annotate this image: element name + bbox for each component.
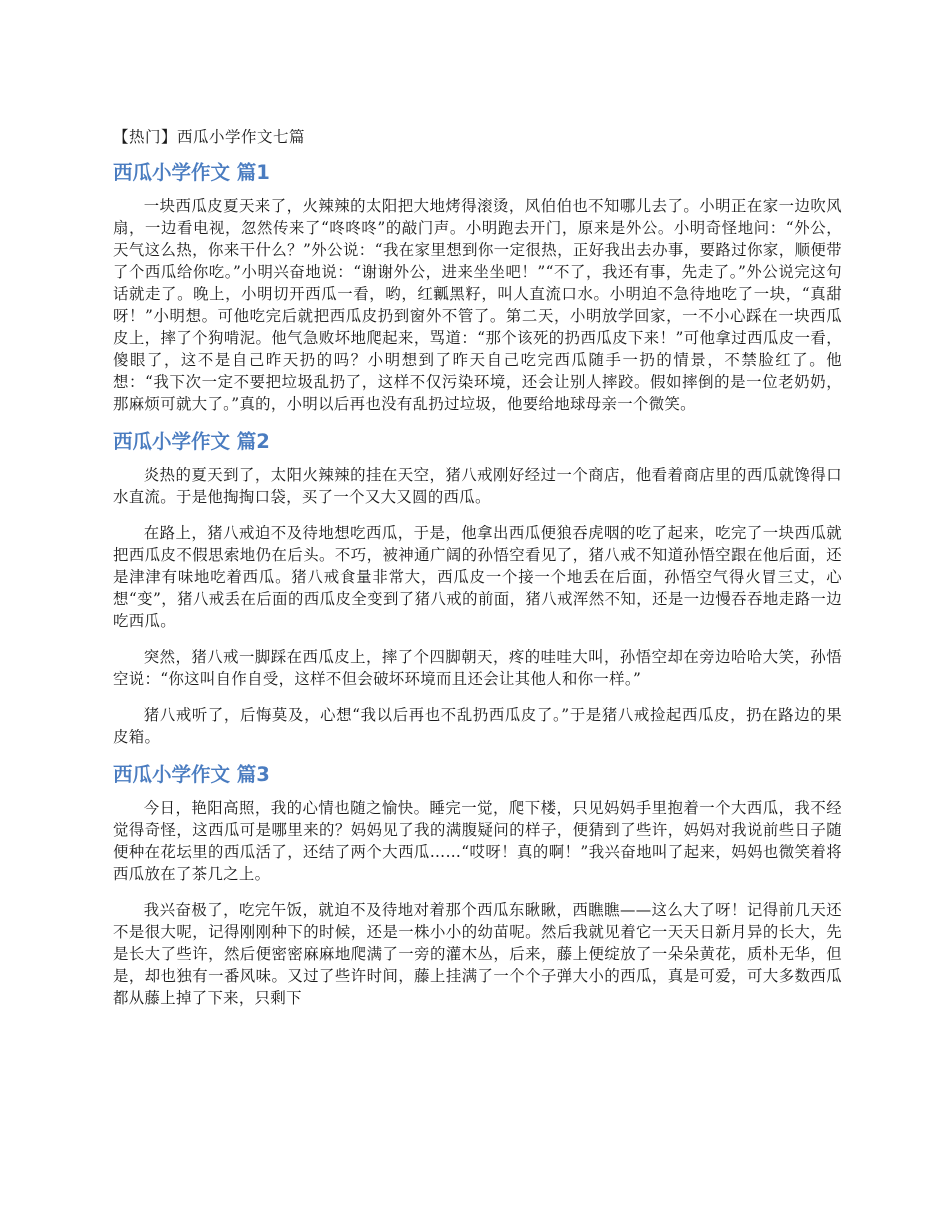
document-title: 【热门】西瓜小学作文七篇 <box>113 128 306 146</box>
essay-section-2 <box>113 429 842 748</box>
paragraph: 我兴奋极了，吃完午饭，就迫不及待地对着那个西瓜东瞅瞅，西瞧瞧——这么大了呀！记得前几天还不是很大呢，记得刚刚种下的时候，还是一株小小的幼苗呢。然后我就见着它一天天日新月异的长大，先是长大了些许，然后便密密麻麻地爬满了一旁的灌木丛，后来，藤上便绽放了一朵朵黄花，质朴无华，但是，却也独有一番风味。又过了些许时间，藤上挂满了一个个子弹大小的西瓜，真是可爱，可大多数西瓜都从藤上掉了下来，只剩下 <box>113 901 842 1007</box>
essay-section-1 <box>113 160 842 415</box>
section-heading: 西瓜小学作文 篇3 <box>113 763 270 786</box>
paragraph: 突然，猪八戒一脚踩在西瓜皮上，摔了个四脚朝天，疼的哇哇大叫，孙悟空却在旁边哈哈大笑，孙悟空说：“你这叫自作自受，这样不但会破坏环境而且还会让其他人和你一样。” <box>113 648 842 688</box>
essay-section-3 <box>113 762 842 1009</box>
paragraph: 在路上，猪八戒迫不及待地想吃西瓜，于是，他拿出西瓜便狼吞虎咽的吃了起来，吃完了一块西瓜就把西瓜皮不假思索地仍在后头。不巧，被神通广阔的孙悟空看见了，猪八戒不知道孙悟空跟在他后面，还是津津有味地吃着西瓜。猪八戒食量非常大，西瓜皮一个接一个地丢在后面，孙悟空气得火冒三丈，心想“变”，猪八戒丢在后面的西瓜皮全变到了猪八戒的前面，猪八戒浑然不知，还是一边慢吞吞地走路一边吃西瓜。 <box>113 524 842 630</box>
paragraph: 炎热的夏天到了，太阳火辣辣的挂在天空，猪八戒刚好经过一个商店，他看着商店里的西瓜就馋得口水直流。于是他掏掏口袋，买了一个又大又圆的西瓜。 <box>113 466 842 506</box>
paragraph: 一块西瓜皮夏天来了，火辣辣的太阳把大地烤得滚烫，风伯伯也不知哪儿去了。小明正在家一边吹风扇，一边看电视，忽然传来了“咚咚咚”的敲门声。小明跑去开门，原来是外公。小明奇怪地问：“外公，天气这么热，你来干什么？”外公说：“我在家里想到你一定很热，正好我出去办事，要路过你家，顺便带了个西瓜给你吃。”小明兴奋地说：“谢谢外公，进来坐坐吧！”“不了，我还有事，先走了。”外公说完这句话就走了。晚上，小明切开西瓜一看，哟，红瓤黑籽，叫人直流口水。小明迫不急待地吃了一块，“真甜呀！”小明想。可他吃完后就把西瓜皮扔到窗外不管了。第二天，小明放学回家，一不小心踩在一块西瓜皮上，摔了个狗啃泥。他气急败坏地爬起来，骂道：“那个该死的扔西瓜皮下来！”可他拿过西瓜皮一看，傻眼了，这不是自己昨天扔的吗？小明想到了昨天自己吃完西瓜随手一扔的情景，不禁脸红了。他想：“我下次一定不要把垃圾乱扔了，这样不仅污染环境，还会让别人摔跤。假如摔倒的是一位老奶奶，那麻烦可就大了。”真的，小明以后再也没有乱扔过垃圾，他要给地球母亲一个微笑。 <box>113 197 842 413</box>
section-heading: 西瓜小学作文 篇2 <box>113 430 270 453</box>
section-heading: 西瓜小学作文 篇1 <box>113 161 270 184</box>
paragraph: 今日，艳阳高照，我的心情也随之愉快。睡完一觉，爬下楼，只见妈妈手里抱着一个大西瓜，我不经觉得奇怪，这西瓜可是哪里来的？妈妈见了我的满腹疑问的样子，便猜到了些许，妈妈对我说前些日子随便种在花坛里的西瓜活了，还结了两个大西瓜……“哎呀！真的啊！”我兴奋地叫了起来，妈妈也微笑着将西瓜放在了茶几之上。 <box>113 799 842 883</box>
paragraph: 猪八戒听了，后悔莫及，心想“我以后再也不乱扔西瓜皮了。”于是猪八戒捡起西瓜皮，扔在路边的果皮箱。 <box>113 706 842 746</box>
